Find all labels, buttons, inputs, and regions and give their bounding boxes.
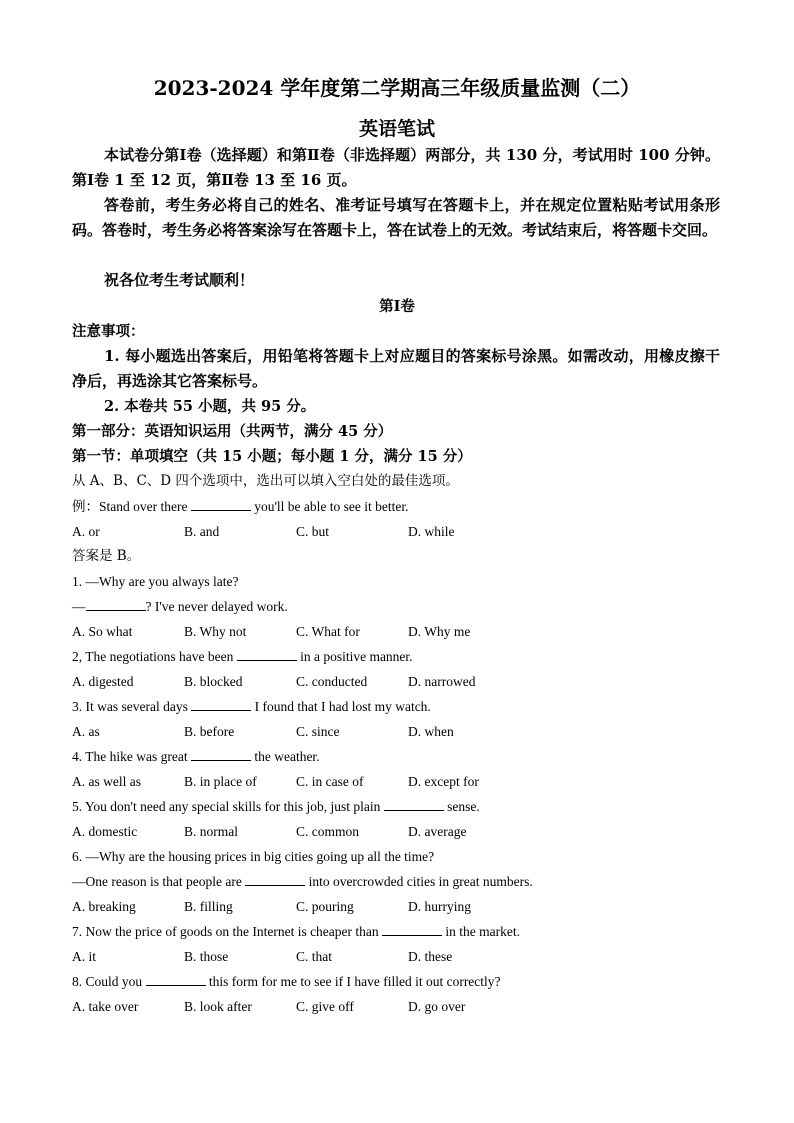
stem-text: 例：Stand over there bbox=[72, 499, 188, 514]
option-c: C. since bbox=[296, 724, 340, 739]
stem-text: into overcrowded cities in great numbers. bbox=[308, 874, 533, 889]
answer-blank bbox=[191, 497, 251, 511]
option-d: D. hurrying bbox=[408, 899, 471, 914]
option-a: A. breaking bbox=[72, 899, 136, 914]
option-b: B. in place of bbox=[184, 774, 257, 789]
notes-heading: 注意事项： bbox=[72, 323, 145, 340]
option-a: A. as bbox=[72, 724, 100, 739]
option-c: C. that bbox=[296, 949, 332, 964]
stem-text: — bbox=[72, 599, 86, 614]
example-option-d: D. while bbox=[408, 524, 455, 539]
answer-blank bbox=[191, 747, 251, 761]
stem-text: 5. You don't need any special skills for this job, just plain bbox=[72, 799, 381, 814]
option-c: C. pouring bbox=[296, 899, 354, 914]
answer-blank bbox=[384, 797, 444, 811]
option-d: D. Why me bbox=[408, 624, 471, 639]
stem-text: 8. Could you bbox=[72, 974, 143, 989]
option-b: B. Why not bbox=[184, 624, 247, 639]
option-b: B. blocked bbox=[184, 674, 243, 689]
stem-text: 6. —Why are the housing prices in big cities going up all the time? bbox=[72, 849, 435, 864]
example-option-c: C. but bbox=[296, 524, 330, 539]
option-b: B. filling bbox=[184, 899, 233, 914]
option-d: D. these bbox=[408, 949, 453, 964]
option-a: A. take over bbox=[72, 999, 139, 1014]
stem-text: in a positive manner. bbox=[300, 649, 413, 664]
stem-text: ? I've never delayed work. bbox=[145, 599, 288, 614]
stem-text: 3. It was several days bbox=[72, 699, 188, 714]
stem-text: this form for me to see if I have filled it out correctly? bbox=[208, 974, 501, 989]
option-a: A. domestic bbox=[72, 824, 138, 839]
option-b: B. look after bbox=[184, 999, 252, 1014]
option-d: D. except for bbox=[408, 774, 479, 789]
answer-blank bbox=[191, 697, 251, 711]
example-answer: 答案是 B。 bbox=[72, 548, 141, 564]
example-option-b: B. and bbox=[184, 524, 220, 539]
stem-text: 1. —Why are you always late? bbox=[72, 574, 239, 589]
option-c: C. give off bbox=[296, 999, 354, 1014]
intro-paragraph-2: 答卷前，考生务必将自己的姓名、准考证号填写在答题卡上，并在规定位置粘贴考试用条形码。答卷时，考生务必将答案涂写在答题卡上，答在试卷上的无效。考试结束后，将答题卡交回。 bbox=[72, 196, 720, 239]
answer-blank bbox=[382, 922, 442, 936]
stem-text: sense. bbox=[447, 799, 480, 814]
note-2: 2. 本卷共 55 小题，共 95 分。 bbox=[104, 398, 316, 415]
answer-blank bbox=[86, 597, 146, 611]
option-d: D. narrowed bbox=[408, 674, 476, 689]
note-1: 1. 每小题选出答案后，用铅笔将答题卡上对应题目的答案标号涂黑。如需改动，用橡皮擦干净后，再选涂其它答案标号。 bbox=[72, 347, 720, 390]
option-d: D. when bbox=[408, 724, 454, 739]
option-b: B. before bbox=[184, 724, 235, 739]
stem-text: —One reason is that people are bbox=[72, 874, 242, 889]
answer-blank bbox=[237, 647, 297, 661]
section-1-heading: 第一节：单项填空（共 15 小题；每小题 1 分，满分 15 分） bbox=[72, 448, 472, 465]
option-c: C. in case of bbox=[296, 774, 364, 789]
option-c: C. What for bbox=[296, 624, 360, 639]
question-stem bbox=[72, 744, 320, 769]
stem-text: 7. Now the price of goods on the Internet is cheaper than bbox=[72, 924, 379, 939]
stem-text: the weather. bbox=[254, 749, 320, 764]
question-stem bbox=[72, 969, 501, 994]
example-option-a: A. or bbox=[72, 524, 100, 539]
stem-text: I found that I had lost my watch. bbox=[254, 699, 431, 714]
option-b: B. normal bbox=[184, 824, 238, 839]
volume-heading: 第Ⅰ卷 bbox=[379, 298, 415, 315]
good-luck-line: 祝各位考生考试顺利！ bbox=[104, 271, 255, 289]
option-c: C. conducted bbox=[296, 674, 368, 689]
stem-text: 2, The negotiations have been bbox=[72, 649, 234, 664]
intro-paragraph-1: 本试卷分第Ⅰ卷（选择题）和第Ⅱ卷（非选择题）两部分，共 130 分，考试用时 100 分钟。第Ⅰ卷 1 至 12 页，第Ⅱ卷 13 至 16 页。 bbox=[72, 146, 720, 189]
option-a: A. digested bbox=[72, 674, 134, 689]
instruction-text: 从 A、B、C、D 四个选项中，选出可以填入空白处的最佳选项。 bbox=[72, 473, 459, 489]
answer-blank bbox=[146, 972, 206, 986]
answer-blank bbox=[245, 872, 305, 886]
stem-text: you'll be able to see it better. bbox=[254, 499, 409, 514]
question-stem bbox=[72, 844, 434, 869]
question-stem bbox=[72, 644, 413, 669]
option-d: D. go over bbox=[408, 999, 466, 1014]
question-stem bbox=[72, 569, 238, 594]
option-d: D. average bbox=[408, 824, 467, 839]
exam-title: 2023-2024 学年度第二学期高三年级质量监测（二） bbox=[153, 76, 641, 100]
option-a: A. it bbox=[72, 949, 97, 964]
option-c: C. common bbox=[296, 824, 359, 839]
stem-text: 4. The hike was great bbox=[72, 749, 188, 764]
option-a: A. So what bbox=[72, 624, 133, 639]
question-stem bbox=[72, 919, 520, 944]
stem-text: in the market. bbox=[445, 924, 521, 939]
question-stem bbox=[72, 594, 288, 619]
question-stem bbox=[72, 794, 480, 819]
option-a: A. as well as bbox=[72, 774, 141, 789]
question-stem bbox=[72, 869, 533, 894]
part-1-heading: 第一部分：英语知识运用（共两节，满分 45 分） bbox=[72, 423, 393, 440]
example-stem bbox=[72, 494, 408, 519]
exam-subtitle: 英语笔试 bbox=[358, 118, 435, 140]
question-stem bbox=[72, 694, 431, 719]
option-b: B. those bbox=[184, 949, 229, 964]
